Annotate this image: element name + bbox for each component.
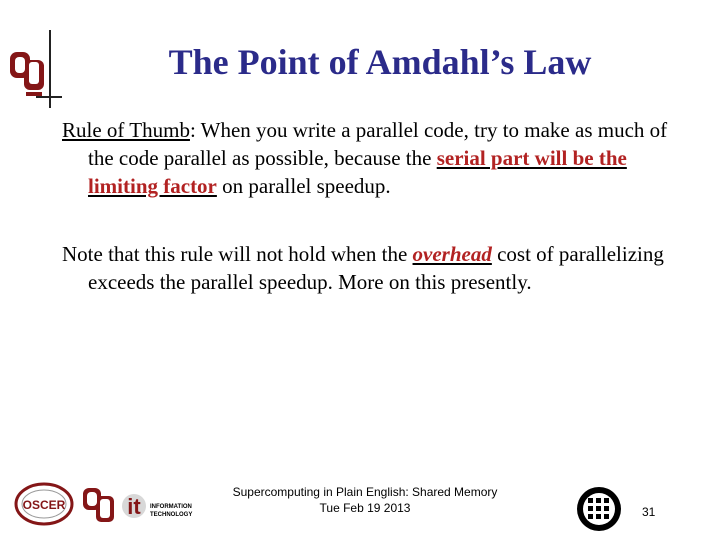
footer-course-title: Supercomputing in Plain English: Shared Memory: [232, 485, 498, 499]
rule-label: Rule of Thumb: [62, 118, 190, 142]
it-logo-icon: [120, 488, 202, 524]
page-number: 31: [642, 505, 656, 519]
note-text: Note that this rule will not hold when the: [62, 242, 413, 266]
slide-title: The Point of Amdahl’s Law: [168, 42, 592, 82]
note-highlight: overhead: [412, 242, 492, 266]
ou-logo-small-icon: [82, 482, 116, 528]
oscer-logo-icon: [14, 482, 74, 526]
oscer-logo-text: OSCER: [22, 498, 66, 512]
note-paragraph: [62, 240, 688, 296]
it-logo-subtext-2: TECHNOLOGY: [150, 512, 193, 518]
it-logo-subtext-1: INFORMATION: [150, 504, 192, 510]
it-logo-text: it: [127, 494, 141, 519]
title-divider-horizontal: [36, 96, 62, 98]
rule-text: : When you write a parallel code, try to make as much of the code parallel as possible, because the: [88, 118, 668, 170]
footer: [210, 484, 520, 516]
note-end-text: cost of parallelizing exceeds the parallel speedup. More on this presently.: [88, 242, 664, 294]
circuit-board-logo-icon: [576, 486, 622, 532]
footer-date: Tue Feb 19 2013: [319, 501, 411, 515]
rule-end-text: on parallel speedup.: [216, 174, 391, 198]
rule-of-thumb-paragraph: [62, 116, 688, 200]
rule-highlight: serial part will be the limiting factor: [88, 146, 627, 198]
ou-logo-icon: [8, 42, 48, 98]
